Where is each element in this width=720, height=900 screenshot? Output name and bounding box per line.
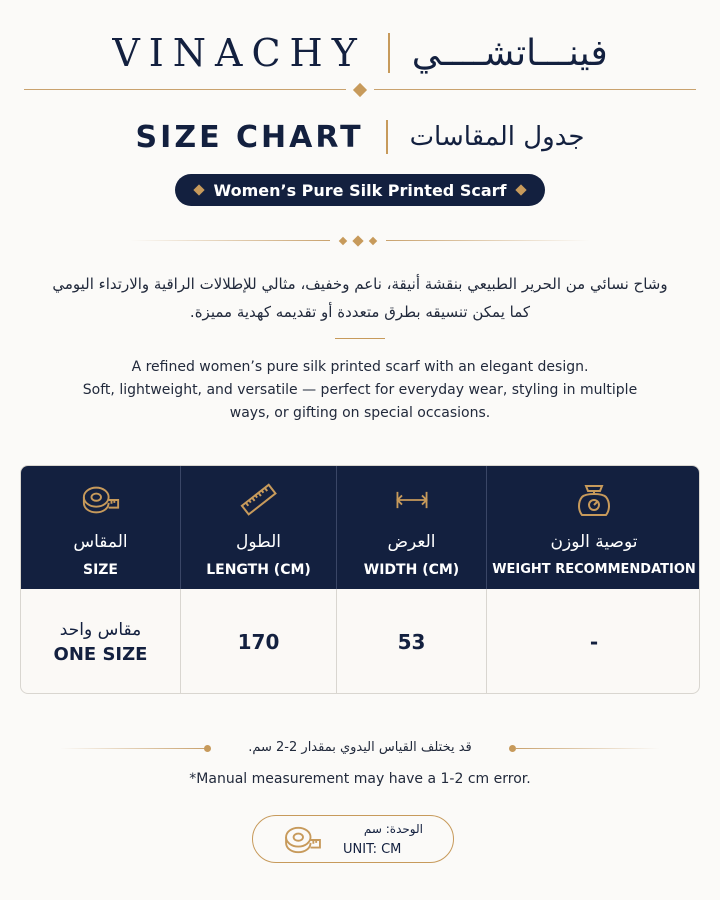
description-english-line: ways, or gifting on special occasions. [229,405,491,421]
description-english-line: A refined women’s pure silk printed scarf with an elegant design. [131,359,589,375]
unit-english: UNIT: CM [343,842,402,857]
description-arabic-line: وشاح نسائي من الحرير الطبيعي بنقشة أنيقة، ناعم وخفيف، مثالي للإطلالات الراقية والارتداء اليومي [52,275,668,293]
brand-name-latin: VINACHY [112,31,366,75]
cell-length [180,589,336,694]
product-name: Women’s Pure Silk Printed Scarf [213,180,507,200]
description-english [60,356,660,425]
description-english-line: Soft, lightweight, and versatile — perfect for everyday wear, styling in multiple [82,382,638,398]
header-cell-size [21,466,180,589]
header-weight-english: WEIGHT RECOMMENDATION [492,562,696,577]
measuring-tape-icon [81,482,121,518]
unit-arabic: الوحدة: سم [363,822,423,836]
cell-width [336,589,486,694]
header-size-arabic: المقاس [73,532,128,552]
width-arrows-icon [392,482,432,518]
header-length-arabic: الطول [236,532,281,552]
note-divider-left [60,748,205,749]
header-width-english: WIDTH (CM) [363,562,460,578]
size-table [20,465,700,694]
header-divider [24,84,696,96]
description-arabic-line: كما يمكن تنسيقه بطرق متعددة أو تقديمه كهدية مميزة. [189,303,531,321]
unit-badge [252,815,454,863]
title-english: SIZE CHART [135,119,364,155]
brand-header [0,28,720,78]
note-dot-left [204,745,211,752]
header-weight-arabic: توصية الوزن [550,532,638,552]
header-cell-width [336,466,486,589]
weight-scale-icon [574,482,614,518]
ornament-divider [130,235,590,247]
header-cell-length [180,466,336,589]
note-english: *Manual measurement may have a 1-2 cm error. [189,771,531,787]
weight-value: - [589,630,599,654]
cell-size [21,589,180,694]
table-row [21,589,700,694]
note-arabic: قد يختلف القياس اليدوي بمقدار 2-2 سم. [248,740,472,755]
diamond-ornament-icon [193,184,204,195]
cell-weight [486,589,700,694]
header-size-english: SIZE [82,562,118,578]
header-length-english: LENGTH (CM) [206,562,311,578]
description-arabic [40,270,680,326]
note-divider-right [515,748,660,749]
product-name-badge [175,174,545,206]
title-divider [386,120,388,154]
brand-name-arabic: فينـــاتشــــي [411,32,608,74]
ruler-icon [239,482,279,518]
size-value-arabic: مقاس واحد [59,619,142,640]
header-width-arabic: العرض [387,532,436,552]
length-value: 170 [237,630,280,654]
size-value-english: ONE SIZE [53,643,148,665]
measuring-tape-icon [283,824,323,856]
brand-divider [388,33,390,73]
diamond-ornament-icon [515,184,526,195]
table-header [21,466,700,589]
description-divider [335,338,385,339]
size-chart-title [0,115,720,159]
title-arabic: جدول المقاسات [409,122,585,152]
header-cell-weight [486,466,700,589]
width-value: 53 [397,630,426,654]
